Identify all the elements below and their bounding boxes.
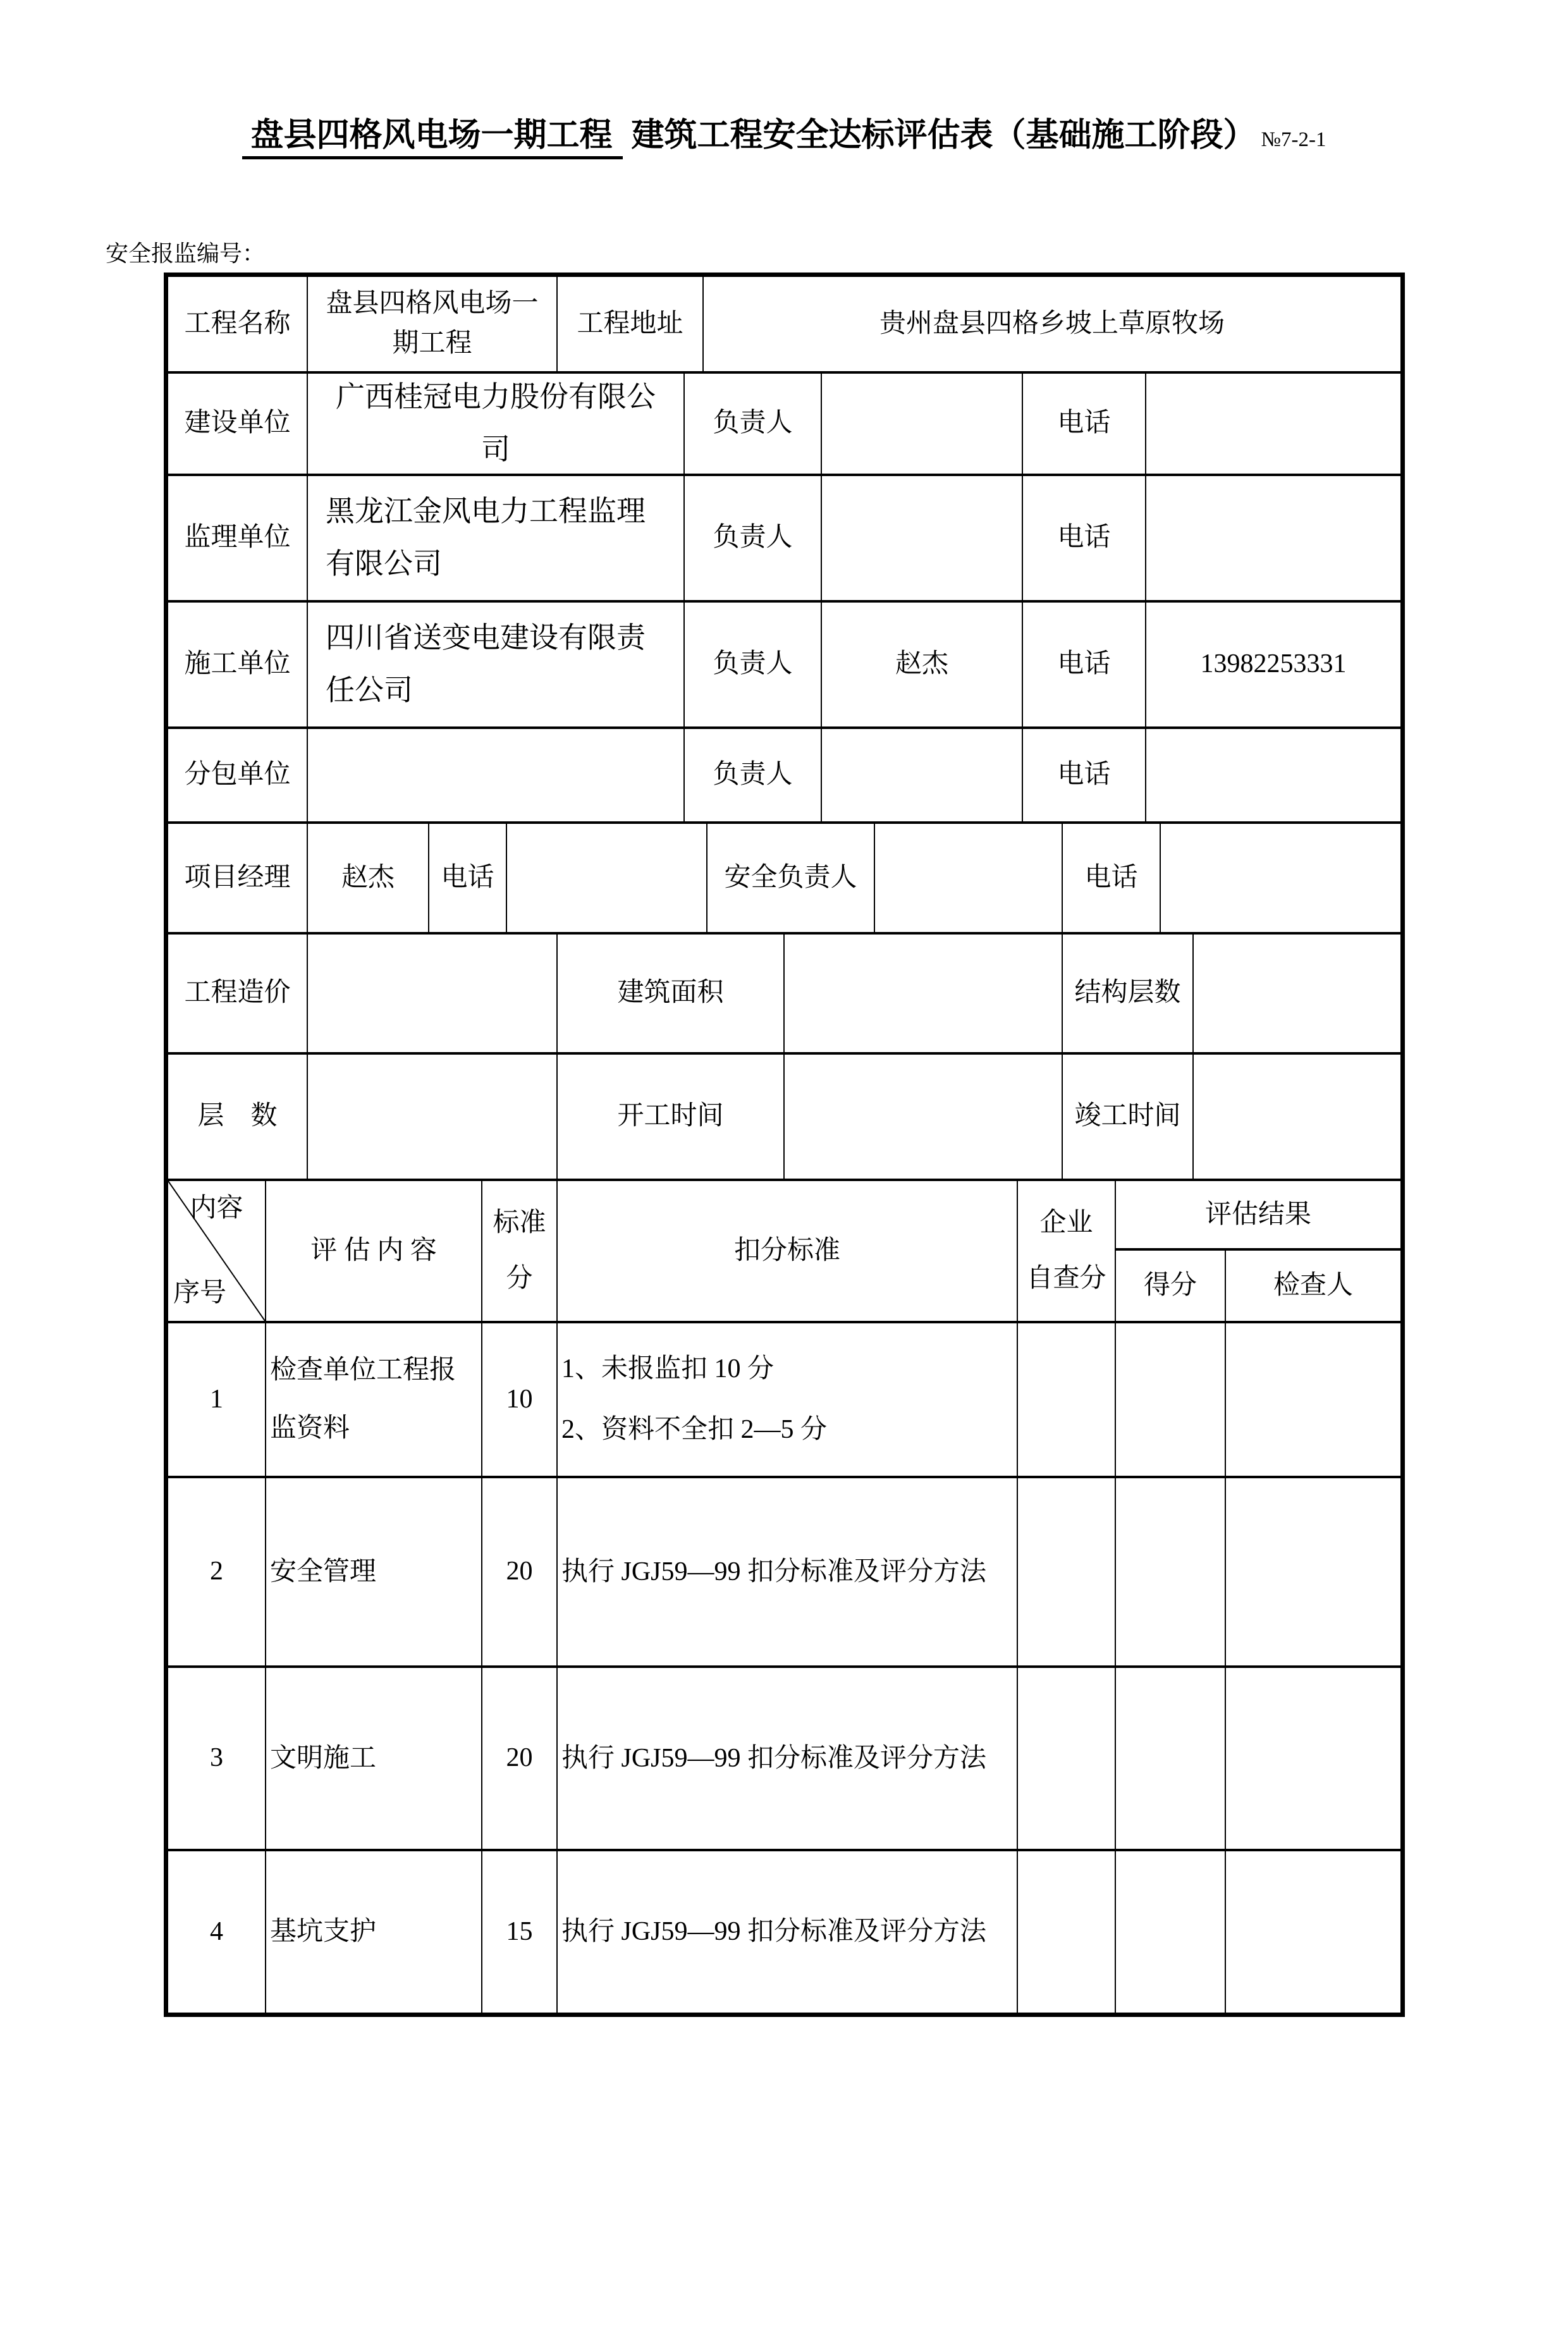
eval-corner-index-label: 序号: [173, 1278, 227, 1308]
subcontractor-phone-label: 电话: [1023, 729, 1146, 821]
row-owner: [168, 374, 1400, 476]
eval-row-standard-score: 20: [482, 1478, 558, 1665]
subcontractor-leader-value: [822, 729, 1023, 821]
row-contractor: [168, 603, 1400, 729]
supervisor-leader-label: 负责人: [685, 476, 822, 600]
area-value: [785, 935, 1063, 1052]
eval-row-checker: [1226, 1478, 1400, 1665]
eval-row-no: 2: [168, 1478, 266, 1665]
owner-phone-value: [1146, 374, 1400, 474]
row-floors: [168, 1055, 1400, 1181]
structure-floors-value: [1194, 935, 1400, 1052]
eval-row-self-score: [1018, 1478, 1116, 1665]
eval-row-deduction: 执行 JGJ59—99 扣分标准及评分方法: [558, 1478, 1018, 1665]
eval-row-deduction: 执行 JGJ59—99 扣分标准及评分方法: [558, 1851, 1018, 2013]
owner-value: 广西桂冠电力股份有限公司: [308, 374, 685, 474]
eval-deduction-header: 扣分标准: [558, 1181, 1018, 1321]
pm-label: 项目经理: [168, 824, 308, 932]
eval-row-2: [168, 1478, 1400, 1668]
eval-row-standard-score: 15: [482, 1851, 558, 2013]
eval-row-no: 3: [168, 1668, 266, 1849]
start-time-label: 开工时间: [558, 1055, 785, 1179]
cost-label: 工程造价: [168, 935, 308, 1052]
owner-leader-value: [822, 374, 1023, 474]
eval-row-no: 4: [168, 1851, 266, 2013]
eval-row-no: 1: [168, 1323, 266, 1476]
safety-report-number-label: 安全报监编号：: [106, 240, 266, 266]
page-title-underlined: 盘县四格风电场一期工程: [242, 117, 623, 159]
eval-result-header: 评估结果: [1116, 1181, 1400, 1251]
pm-value: 赵杰: [308, 824, 429, 932]
contractor-leader-label: 负责人: [685, 603, 822, 726]
floors-label: 层 数: [168, 1055, 308, 1179]
subcontractor-label: 分包单位: [168, 729, 308, 821]
contractor-value: 四川省送变电建设有限责任公司: [308, 603, 685, 726]
eval-row-score: [1116, 1478, 1226, 1665]
eval-row-3: [168, 1668, 1400, 1851]
safety-phone-label: 电话: [1063, 824, 1161, 932]
eval-checker-header: 检查人: [1273, 1271, 1353, 1301]
subcontractor-phone-value: [1146, 729, 1400, 821]
owner-label: 建设单位: [168, 374, 308, 474]
contractor-phone-label: 电话: [1023, 603, 1146, 726]
contractor-label: 施工单位: [168, 603, 308, 726]
row-project-name: [168, 277, 1400, 374]
project-name-value: 盘县四格风电场一期工程: [308, 277, 558, 371]
eval-row-self-score: [1018, 1851, 1116, 2013]
project-name-label: 工程名称: [168, 277, 308, 371]
safety-leader-label: 安全负责人: [707, 824, 875, 932]
eval-row-4: [168, 1851, 1400, 2013]
eval-row-checker: [1226, 1323, 1400, 1476]
page-title: [0, 117, 1568, 155]
pm-phone-value: [507, 824, 707, 932]
eval-row-self-score: [1018, 1323, 1116, 1476]
owner-phone-label: 电话: [1023, 374, 1146, 474]
eval-row-checker: [1226, 1851, 1400, 2013]
eval-row-deduction: 1、未报监扣 10 分 2、资料不全扣 2—5 分: [558, 1323, 1018, 1476]
row-project-manager: [168, 824, 1400, 935]
eval-row-standard-score: 10: [482, 1323, 558, 1476]
eval-row-standard-score: 20: [482, 1668, 558, 1849]
eval-content-header: 评 估 内 容: [266, 1181, 482, 1321]
project-address-label: 工程地址: [558, 277, 704, 371]
eval-row-content: 检查单位工程报监资料: [266, 1323, 482, 1476]
start-time-value: [785, 1055, 1063, 1179]
pm-phone-label: 电话: [429, 824, 507, 932]
form-number: №7-2-1: [1261, 128, 1326, 151]
eval-score-header: 得分: [1116, 1251, 1226, 1321]
safety-leader-value: [875, 824, 1063, 932]
eval-corner-content-label: 内容: [190, 1193, 243, 1223]
subcontractor-leader-label: 负责人: [685, 729, 822, 821]
structure-floors-label: 结构层数: [1063, 935, 1194, 1052]
eval-self-check-header: 企业 自查分: [1018, 1181, 1116, 1321]
subcontractor-value: [308, 729, 685, 821]
cost-value: [308, 935, 558, 1052]
eval-row-checker: [1226, 1668, 1400, 1849]
floors-value: [308, 1055, 558, 1179]
supervisor-leader-value: [822, 476, 1023, 600]
project-address-value: 贵州盘县四格乡坡上草原牧场: [879, 309, 1225, 338]
page-title-rest: 建筑工程安全达标评估表（基础施工阶段）: [631, 117, 1256, 154]
evaluation-form-table: [164, 273, 1405, 2017]
eval-row-self-score: [1018, 1668, 1116, 1849]
eval-header-row: [168, 1181, 1400, 1323]
area-label: 建筑面积: [558, 935, 785, 1052]
eval-row-1: [168, 1323, 1400, 1478]
supervisor-phone-value: [1146, 476, 1400, 600]
finish-time-value: [1194, 1055, 1400, 1179]
eval-row-deduction: 执行 JGJ59—99 扣分标准及评分方法: [558, 1668, 1018, 1849]
supervisor-phone-label: 电话: [1023, 476, 1146, 600]
supervisor-label: 监理单位: [168, 476, 308, 600]
eval-row-score: [1116, 1668, 1226, 1849]
contractor-leader-value: 赵杰: [822, 603, 1023, 726]
eval-row-score: [1116, 1323, 1226, 1476]
supervisor-value: 黑龙江金风电力工程监理有限公司: [308, 476, 685, 600]
owner-leader-label: 负责人: [685, 374, 822, 474]
eval-standard-score-header: 标准 分: [482, 1181, 558, 1321]
eval-row-score: [1116, 1851, 1226, 2013]
safety-phone-value: [1161, 824, 1400, 932]
finish-time-label: 竣工时间: [1063, 1055, 1194, 1179]
eval-row-content: 文明施工: [266, 1668, 482, 1849]
eval-row-content: 安全管理: [266, 1478, 482, 1665]
row-supervisor: [168, 476, 1400, 603]
eval-result-header-group: [1116, 1181, 1400, 1321]
eval-corner-cell: [168, 1181, 266, 1321]
contractor-phone-value: 13982253331: [1200, 649, 1347, 679]
row-cost: [168, 935, 1400, 1055]
eval-row-content: 基坑支护: [266, 1851, 482, 2013]
row-subcontractor: [168, 729, 1400, 824]
